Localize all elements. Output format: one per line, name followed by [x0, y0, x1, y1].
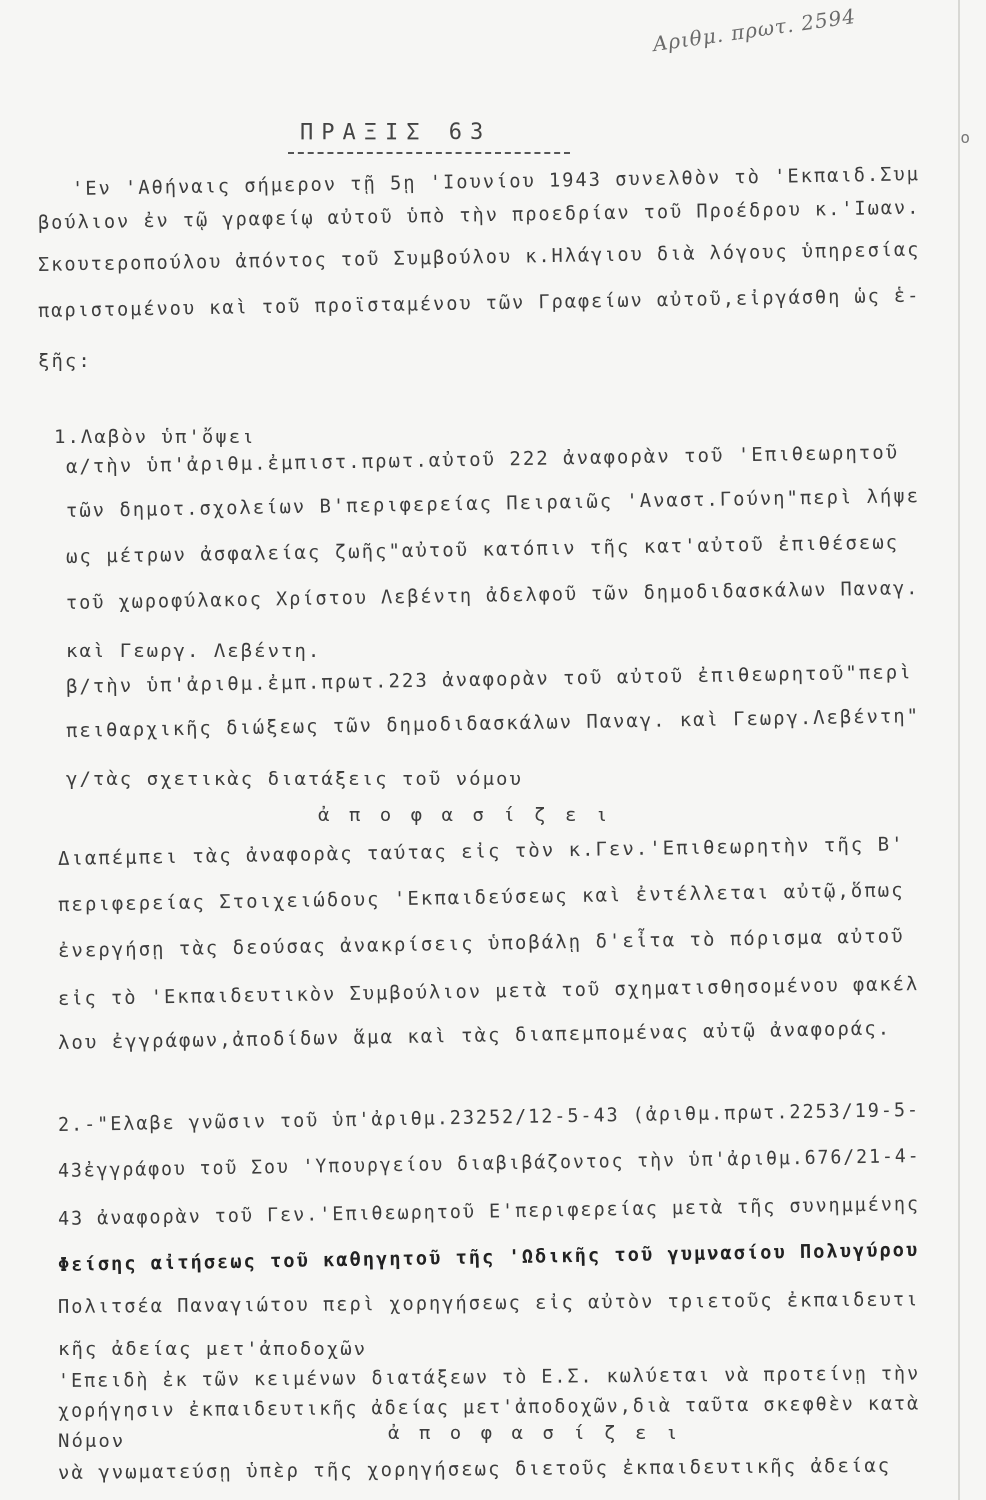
item1-line: Διαπέμπει τὰς ἀναφορὰς ταύτας εἰς τὸν κ.Γεν.'Επιθεωρητὴν τῆς Β': [57, 833, 905, 870]
handwritten-note: Αριθμ. πρωτ. 2594: [651, 3, 858, 57]
title-underline: [288, 152, 570, 154]
intro-line: 'Εν 'Αθήναις σήμερον τῇ 5ῃ 'Ιουνίου 1943 συνελθὸν τὸ 'Εκπαιδ.Συμ: [71, 163, 921, 200]
item1-line: καὶ Γεωργ. Λεβέντη.: [66, 640, 322, 662]
item2-line: Νόμον: [58, 1430, 126, 1452]
decision-heading: ἀ π ο φ α σ ί ζ ε ι: [388, 1422, 682, 1444]
item2-line: κῆς ἀδείας μετ'ἀποδοχῶν: [58, 1338, 368, 1360]
intro-line: παριστομένου καὶ τοῦ προϊσταμένου τῶν Γραφείων αὐτοῦ,εἰργάσθη ὡς ἑ-: [37, 284, 921, 322]
item2-line: νὰ γνωματεύσῃ ὑπὲρ τῆς χορηγήσεως διετοῦς ἐκπαιδευτικῆς ἀδείας: [57, 1454, 892, 1484]
item1-line: ως μέτρων ἀσφαλείας ζωῆς"αὐτοῦ κατόπιν τῆς κατ'αὐτοῦ ἐπιθέσεως: [65, 531, 900, 568]
item2-line: Φείσης αἰτήσεως τοῦ καθηγητοῦ τῆς 'Ωδικῆς τοῦ γυμνασίου Πολυγύρου: [57, 1238, 920, 1276]
item2-line: 2.-"Ελαβε γνῶσιν τοῦ ὑπ'ἀριθμ.23252/12-5-43 (ἀριθμ.πρωτ.2253/19-5-: [57, 1098, 921, 1136]
document-title: ΠΡΑΞΙΣ 63: [300, 120, 492, 145]
item1-line: τοῦ χωροφύλακος Χρίστου Λεβέντη ἀδελφοῦ τῶν δημοδιδασκάλων Παναγ.: [65, 577, 920, 614]
item2-line: χορήγησιν ἐκπαιδευτικῆς ἀδείας μετ'ἀποδοχῶν,διὰ ταῦτα σκεφθὲν κατὰ: [57, 1392, 921, 1422]
item1-line: πειθαρχικῆς διώξεως τῶν δημοδιδασκάλων Παναγ. καὶ Γεωργ.Λεβέντη": [65, 705, 921, 742]
item1-line: α/τὴν ὑπ'ἀριθμ.ἐμπιστ.πρωτ.αὐτοῦ 222 ἀναφορὰν τοῦ 'Επιθεωρητοῦ: [65, 441, 900, 478]
item1-line: περιφερείας Στοιχειώδους 'Εκπαιδεύσεως καὶ ἐντέλλεται αὐτῷ,ὅπως: [57, 879, 905, 916]
intro-line: ξῆς:: [38, 350, 92, 372]
margin-mark: ο: [960, 128, 972, 147]
item1-line: γ/τὰς σχετικὰς διατάξεις τοῦ νόμου: [66, 768, 523, 790]
item1-line: τῶν δημοτ.σχολείων Β'περιφερείας Πειραιῶς 'Αναστ.Γούνη"περὶ λήψε: [65, 485, 921, 522]
decision-heading: ἀ π ο φ α σ ί ζ ε ι: [318, 804, 612, 826]
intro-line: Σκουτεροπούλου ἀπόντος τοῦ Συμβούλου κ.Ηλάγιου διὰ λόγους ὑπηρεσίας: [37, 238, 921, 276]
page-edge: [958, 0, 960, 1500]
item1-line: β/τὴν ὑπ'ἀριθμ.ἐμπ.πρωτ.223 ἀναφορὰν τοῦ αὐτοῦ ἐπιθεωρητοῦ"περὶ: [65, 661, 913, 698]
item2-line: Πολιτσέα Παναγιώτου περὶ χορηγήσεως εἰς αὐτὸν τριετοῦς ἐκπαιδευτι: [57, 1288, 920, 1318]
intro-line: βούλιον ἐν τῷ γραφείῳ αὐτοῦ ὑπὸ τὴν προεδρίαν τοῦ Προέδρου κ.'Ιωαν.: [37, 196, 921, 234]
item2-line: 'Επειδὴ ἐκ τῶν κειμένων διατάξεων τὸ Ε.Σ. κωλύεται νὰ προτείνῃ τὴν: [57, 1362, 921, 1392]
item1-line: 1.Λαβὸν ὑπ'ὄψει: [54, 426, 256, 448]
item2-line: 43 ἀναφορὰν τοῦ Γεν.'Επιθεωρητοῦ Ε'περιφερείας μετὰ τῆς συνημμένης: [57, 1192, 921, 1230]
item2-line: 43ἐγγράφου τοῦ Σου 'Υπουργείου διαβιβάζοντος τὴν ὑπ'ἀριθμ.676/21-4-: [57, 1144, 921, 1182]
item1-line: ἐνεργήσῃ τὰς δεούσας ἀνακρίσεις ὑποβάλῃ δ'εἶτα τὸ πόρισμα αὐτοῦ: [57, 925, 905, 962]
item1-line: λου ἐγγράφων,ἀποδίδων ἅμα καὶ τὰς διαπεμπομένας αὐτῷ ἀναφοράς.: [57, 1017, 892, 1054]
item1-line: εἰς τὸ 'Εκπαιδευτικὸν Συμβούλιον μετὰ τοῦ σχηματισθησομένου φακέλ: [57, 972, 920, 1010]
